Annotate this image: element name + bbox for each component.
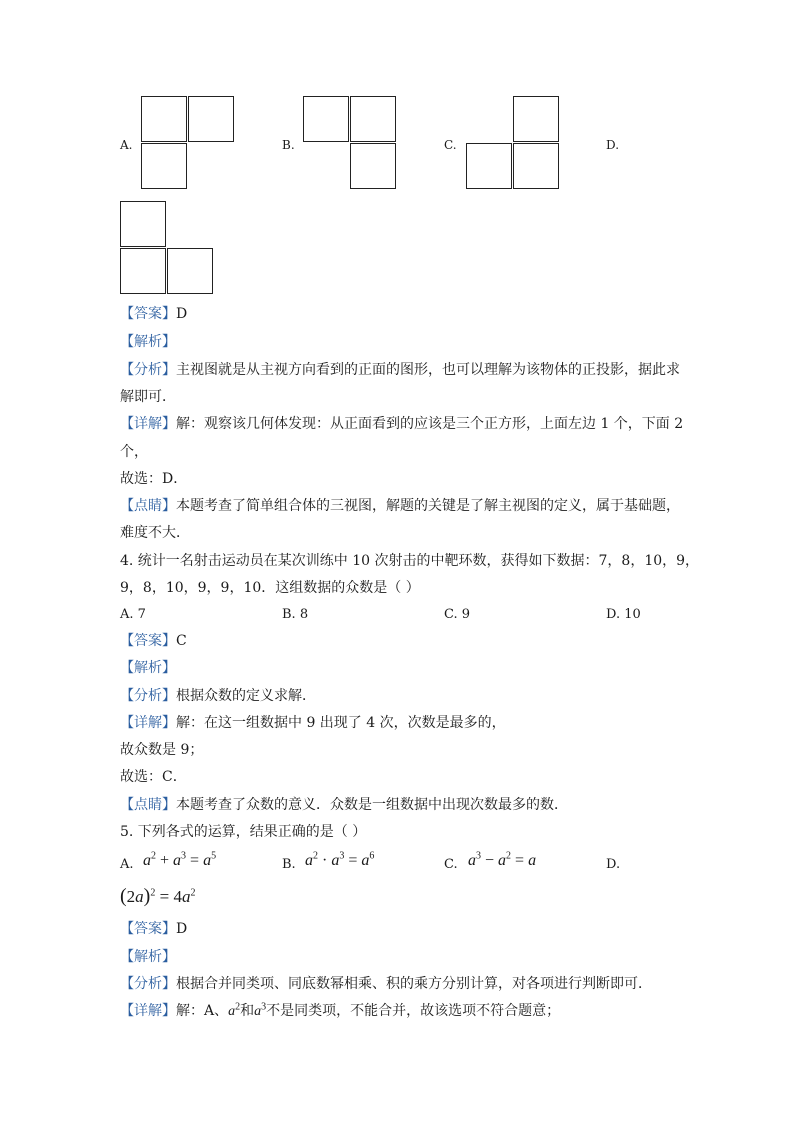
q3-option-b-figure [303,96,397,190]
q5-option-b-label: B. [282,857,296,872]
q3-guxuan: 故选：D． [120,471,188,487]
square [466,143,512,189]
xiangjie-tag: 【详解】 [120,1003,176,1019]
fenxi-text: 主视图就是从主视方向看到的正面的图形，也可以理解为该物体的正投影，据此求 [176,362,680,378]
xiangjie-tag: 【详解】 [120,416,176,432]
q5-option-c-formula: $a^3 - a^2 = a$ [468,850,537,869]
q3-option-a-figure [141,96,235,190]
square [120,248,166,294]
fenxi-tag: 【分析】 [120,688,176,704]
q5-option-b-formula: $a^2 \cdot a^3 = a^6$ [305,850,375,869]
q4-option-d: D. 10 [606,607,641,622]
xiangjie-pre: 解：A、 [176,1003,229,1019]
q4-option-b: B. 8 [282,607,309,622]
q5-option-a-label: A. [120,857,134,872]
square [513,96,559,142]
answer-tag: 【答案】 [120,633,176,649]
term-a3: $a^3$ [254,1001,267,1019]
q5-option-a-formula: $a^2 + a^3 = a^5$ [143,850,217,869]
q5-option-d-label: D. [606,857,621,872]
answer-value: D [176,921,188,937]
q3-fenxi-line1 [120,360,680,380]
xiangjie-text: 解：观察该几何体发现：从正面看到的应该是三个正方形，上面左边 1 个，下面 2 [176,416,684,432]
jiexi-tag: 【解析】 [120,334,176,350]
fenxi-text: 根据众数的定义求解． [176,688,316,704]
square [167,248,213,294]
square [120,201,166,247]
q3-dianjing-line1 [120,496,680,516]
q5-option-d-formula: $(2a)^2 = 4a^2$ [120,885,196,907]
term-a2: $a^2$ [228,1001,241,1019]
fenxi-tag: 【分析】 [120,976,176,992]
xiangjie-tag: 【详解】 [120,715,176,731]
dianjing-tag: 【点睛】 [120,498,176,514]
fenxi-text: 根据合并同类项、同底数幂相乘、积的乘方分别计算，对各项进行判断即可． [176,976,652,992]
answer-value: C [176,633,187,649]
q3-option-a-label: A. [120,138,133,152]
q5-answer [120,919,187,939]
q3-dianjing-line2: 难度不大． [120,525,190,541]
q5-xiangjie [120,1001,560,1022]
answer-tag: 【答案】 [120,306,176,322]
q5-stem: 5. 下列各式的运算，结果正确的是（ ） [120,824,367,840]
xiangjie-text: 解：在这一组数据中 9 出现了 4 次，次数是最多的， [176,715,506,731]
q4-stem-line1: 4. 统计一名射击运动员在某次训练中 10 次射击的中靶环数，获得如下数据：7，8，10，9， [120,553,700,569]
q4-option-a: A. 7 [120,607,146,622]
q4-option-c: C. 9 [444,607,471,622]
q4-guxuan: 故选：C． [120,769,187,785]
q3-option-c-label: C. [444,138,457,152]
square [513,143,559,189]
jiexi-tag: 【解析】 [120,660,176,676]
q3-option-d-label: D. [606,138,620,152]
square [303,96,349,142]
q4-dianjing [120,795,568,815]
q3-option-b-label: B. [282,138,295,152]
dianjing-text: 本题考查了简单组合体的三视图，解题的关键是了解主视图的定义，属于基础题， [176,498,680,514]
q4-fenxi [120,686,316,706]
q4-xiangjie [120,713,506,733]
jiexi-tag: 【解析】 [120,949,176,965]
q3-xiangjie-line1 [120,414,683,434]
xiangjie-mid: 和 [240,1003,255,1019]
q4-gu: 故众数是 9； [120,742,204,758]
q5-jiexi [120,947,176,967]
fenxi-tag: 【分析】 [120,362,176,378]
square [188,96,234,142]
square [141,96,187,142]
square [350,143,396,189]
q5-fenxi [120,974,652,994]
q3-xiangjie-line2: 个， [120,444,148,460]
q4-answer [120,631,187,651]
q5-option-c-label: C. [444,857,458,872]
q3-jiexi [120,332,176,352]
q3-option-c-figure [466,96,560,190]
xiangjie-post: 不是同类项，不能合并，故该选项不符合题意； [266,1003,561,1019]
answer-value: D [176,306,188,322]
q4-jiexi [120,658,176,678]
q3-fenxi-line2: 解即可． [120,389,176,405]
square [350,96,396,142]
q3-answer [120,304,187,324]
square [141,143,187,189]
dianjing-text: 本题考查了众数的意义．众数是一组数据中出现次数最多的数． [176,797,568,813]
dianjing-tag: 【点睛】 [120,797,176,813]
q4-stem-line2: 9，8，10，9，9，10．这组数据的众数是（ ） [120,580,420,596]
q3-option-d-figure [120,201,214,295]
answer-tag: 【答案】 [120,921,176,937]
